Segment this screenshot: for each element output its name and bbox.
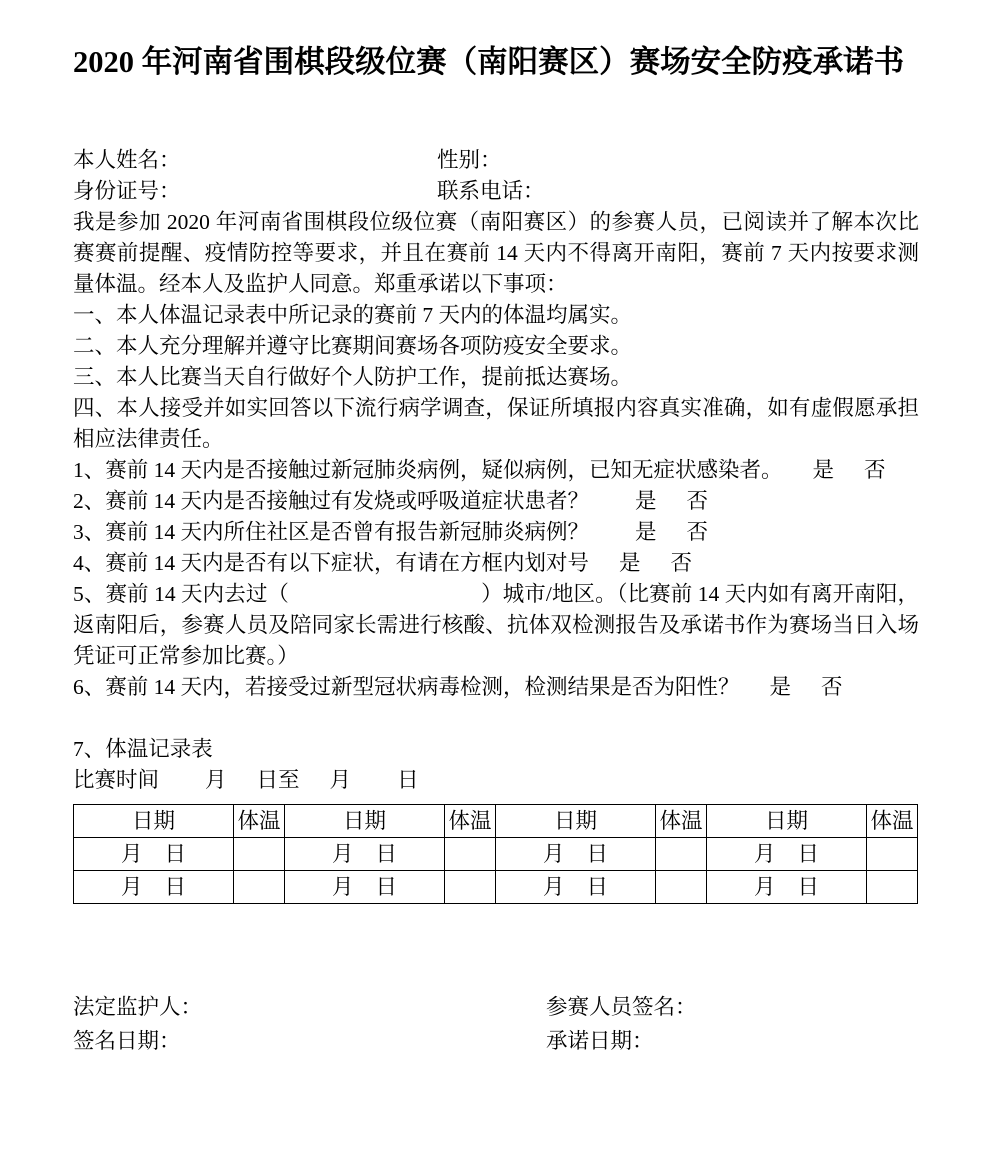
temperature-section-heading: 7、体温记录表 — [73, 736, 213, 761]
cell-month-label: 月 — [542, 841, 565, 866]
survey-question-4-text: 赛前 14 天内是否有以下症状，有请在方框内划对号 — [105, 550, 590, 575]
survey-question-5-number: 5、 — [73, 581, 106, 606]
table-header-row — [74, 804, 918, 837]
table-cell-temperature[interactable] — [656, 837, 707, 870]
cell-month-label: 月 — [331, 874, 354, 899]
table-cell-temperature[interactable] — [867, 870, 918, 903]
survey-question-5-prefix: 赛前 14 天内去过（ — [105, 581, 290, 606]
survey-question-4-yes[interactable]: 是 — [619, 550, 641, 575]
survey-question-6-text: 赛前 14 天内，若接受过新型冠状病毒检测，检测结果是否为阳性？ — [105, 674, 740, 699]
survey-question-4-number: 4、 — [73, 550, 106, 575]
cell-day-label: 日 — [797, 874, 820, 899]
table-header-temp-3: 体温 — [656, 804, 707, 837]
signature-row-dates — [73, 1024, 919, 1058]
survey-question-1-no[interactable]: 否 — [864, 457, 886, 482]
survey-question-1-text: 赛前 14 天内是否接触过新冠肺炎病例，疑似病例，已知无症状感染者。 — [105, 457, 783, 482]
table-cell-date — [74, 837, 234, 870]
survey-question-2-yes[interactable]: 是 — [635, 488, 657, 513]
cell-day-label: 日 — [586, 874, 609, 899]
table-cell-date — [285, 870, 445, 903]
survey-question-4-no[interactable]: 否 — [670, 550, 693, 575]
identity-field-block — [73, 145, 919, 207]
cell-month-label: 月 — [753, 874, 776, 899]
survey-question-6 — [73, 672, 919, 703]
survey-question-1-yes[interactable]: 是 — [812, 457, 835, 482]
temperature-record-table — [73, 804, 918, 904]
guardian-signature-label: 法定监护人： — [73, 994, 203, 1019]
table-cell-temperature[interactable] — [656, 870, 707, 903]
match-time-line — [73, 765, 919, 796]
signature-row-names — [73, 990, 919, 1024]
sign-date-label: 签名日期： — [73, 1028, 181, 1053]
survey-question-6-no[interactable]: 否 — [821, 674, 843, 699]
cell-month-label: 月 — [120, 841, 143, 866]
table-cell-date — [496, 870, 656, 903]
match-time-start-day: 日至 — [256, 767, 300, 792]
cell-day-label: 日 — [164, 874, 187, 899]
survey-question-6-yes[interactable]: 是 — [769, 674, 792, 699]
survey-question-3-yes[interactable]: 是 — [635, 519, 657, 544]
table-row — [74, 837, 918, 870]
table-cell-temperature[interactable] — [867, 837, 918, 870]
cell-month-label: 月 — [331, 841, 354, 866]
survey-question-1-number: 1、 — [73, 457, 106, 482]
commitment-item-4: 四、本人接受并如实回答以下流行病学调查，保证所填报内容真实准确，如有虚假愿承担相应法律责任。 — [73, 395, 919, 451]
survey-question-3-no[interactable]: 否 — [686, 519, 709, 544]
table-header-date-2: 日期 — [285, 804, 445, 837]
commitment-item-3: 三、本人比赛当天自行做好个人防护工作，提前抵达赛场。 — [73, 364, 633, 389]
survey-question-4 — [73, 548, 919, 579]
match-time-label: 比赛时间 — [73, 767, 160, 792]
survey-question-5 — [73, 579, 919, 672]
commit-date-label: 承诺日期： — [546, 1028, 654, 1053]
table-header-temp-2: 体温 — [445, 804, 496, 837]
table-cell-date — [707, 870, 867, 903]
page-title: 2020 年河南省围棋段级位赛（南阳赛区）赛场安全防疫承诺书 — [73, 45, 905, 79]
cell-month-label: 月 — [120, 874, 143, 899]
table-cell-date — [285, 837, 445, 870]
survey-question-3-text: 赛前 14 天内所住社区是否曾有报告新冠肺炎病例？ — [105, 519, 590, 544]
survey-question-2 — [73, 486, 919, 517]
participant-signature-label: 参赛人员签名： — [546, 994, 697, 1019]
cell-day-label: 日 — [375, 841, 398, 866]
table-cell-temperature[interactable] — [445, 870, 496, 903]
cell-month-label: 月 — [753, 841, 776, 866]
survey-question-2-no[interactable]: 否 — [686, 488, 709, 513]
survey-question-2-number: 2、 — [73, 488, 106, 513]
survey-question-3-number: 3、 — [73, 519, 106, 544]
commitment-item-1: 一、本人体温记录表中所记录的赛前 7 天内的体温均属实。 — [73, 302, 633, 327]
match-time-start-month: 月 — [205, 767, 227, 792]
table-header-temp-4: 体温 — [867, 804, 918, 837]
id-number-label: 身份证号： — [73, 178, 181, 203]
survey-question-6-number: 6、 — [73, 674, 106, 699]
cell-day-label: 日 — [375, 874, 398, 899]
preamble-paragraph: 我是参加 2020 年河南省围棋段位级位赛（南阳赛区）的参赛人员，已阅读并了解本次比赛赛前提醒、疫情防控等要求，并且在赛前 14 天内不得离开南阳，赛前 7 天内按要求测量体温。经本人及监护人同意。郑重承诺以下事项： — [73, 209, 919, 296]
cell-month-label: 月 — [542, 874, 565, 899]
table-row — [74, 870, 918, 903]
survey-question-2-text: 赛前 14 天内是否接触过有发烧或呼吸道症状患者？ — [105, 488, 590, 513]
table-cell-temperature[interactable] — [234, 837, 285, 870]
cell-day-label: 日 — [797, 841, 820, 866]
signature-block — [73, 990, 919, 1058]
identity-row-name — [73, 145, 919, 176]
survey-question-3 — [73, 517, 919, 548]
identity-row-id — [73, 176, 919, 207]
table-cell-temperature[interactable] — [234, 870, 285, 903]
table-header-date-4: 日期 — [707, 804, 867, 837]
survey-question-5-suffix: ）城市/地区。（比赛前 14 天内如有离开南阳，返南阳后，参赛人员及陪同家长需进行核酸、抗体双检测报告及承诺书作为赛场当日入场凭证可正常参加比赛。） — [73, 581, 919, 668]
name-label: 本人姓名： — [73, 147, 181, 172]
table-header-date-3: 日期 — [496, 804, 656, 837]
table-cell-date — [707, 837, 867, 870]
cell-day-label: 日 — [586, 841, 609, 866]
survey-question-1 — [73, 455, 919, 486]
match-time-end-day: 日 — [397, 767, 419, 792]
commitment-item-2: 二、本人充分理解并遵守比赛期间赛场各项防疫安全要求。 — [73, 333, 633, 358]
table-cell-date — [74, 870, 234, 903]
phone-label: 联系电话： — [437, 178, 545, 203]
gender-label: 性别： — [437, 147, 502, 172]
table-cell-temperature[interactable] — [445, 837, 496, 870]
table-header-date-1: 日期 — [74, 804, 234, 837]
table-header-temp-1: 体温 — [234, 804, 285, 837]
blank-line — [73, 703, 919, 734]
cell-day-label: 日 — [164, 841, 187, 866]
table-cell-date — [496, 837, 656, 870]
match-time-end-month: 月 — [329, 767, 352, 792]
